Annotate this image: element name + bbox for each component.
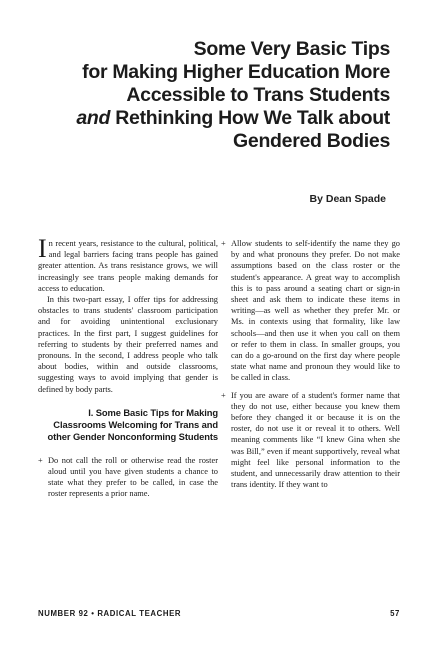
title-line-4-rest: Rethinking How We Talk about xyxy=(110,107,390,129)
tip-item-self-identify xyxy=(221,238,400,384)
bullet-marker: + xyxy=(38,455,43,465)
section-heading: I. Some Basic Tips for Making Classrooms Welcoming for Trans and other Gender Nonconforming Students xyxy=(47,406,218,442)
tip-text: If you are aware of a student's former name that they do not use, either because you knew them before they changed it or because it is on the roster, do not use it or reveal it to others. Well meaning comments like “I knew Gina when she was Bill,” even if meant supportively, reveal what might feel like personal information to the student, and unnecessarily draw attention to their trans identity. If they want to xyxy=(231,390,400,490)
bullet-marker: + xyxy=(221,390,226,400)
title-line-5: Gendered Bodies xyxy=(233,130,390,152)
page-number: 57 xyxy=(390,609,400,618)
left-column xyxy=(38,234,218,500)
essay-overview-paragraph: In this two-part essay, I offer tips for addressing obstacles to trans students' classroom participation and for avoiding unintentional exclusionary practices. In the first part, I suggest guidelines for referring to students by their preferred names and pronouns. In the second, I address people who talk about bodies, within and outside classrooms, suggesting ways to avoid implying that gender is defined by body parts. xyxy=(38,295,218,394)
right-column xyxy=(221,238,400,490)
intro-paragraph xyxy=(38,234,218,294)
tip-text: Do not call the roll or otherwise read the roster aloud until you have given students a chance to state what they prefer to be called, in case the roster represents a prior name. xyxy=(48,455,218,499)
bullet-marker: + xyxy=(221,239,226,248)
tip-item-roster xyxy=(38,455,218,500)
tip-text: Allow students to self-identify the name they go by and what pronouns they prefer. Do not make assumptions based on the class roster or the student's appearance. A great way to accomplish this is to pass around a seating chart or sign-in sheet and ask them to indicate these items in writing—as well as whether they prefer Mr. or Ms. in contexts using that formality, like law schools—and then use it when you call on them or refer to them in class. In smaller groups, you can do a go-around on the first day where people state what name and pronoun they would like to be called in class. xyxy=(231,239,400,383)
page-footer xyxy=(38,609,400,618)
drop-cap: I xyxy=(38,234,47,263)
tip-item-former-name xyxy=(221,390,400,491)
title-line-3: Accessible to Trans Students xyxy=(126,84,390,106)
journal-issue: NUMBER 92 • RADICAL TEACHER xyxy=(38,609,182,618)
intro-paragraph-text: n recent years, resistance to the cultural, political, and legal barriers facing trans people has gained greater attention. As trans resistance grows, we will increasingly see trans people making demands for access to education. xyxy=(38,239,218,293)
title-line-1: Some Very Basic Tips xyxy=(193,38,390,60)
title-line-2: for Making Higher Education More xyxy=(82,61,390,83)
title-emphasis: and xyxy=(76,107,111,129)
byline: By Dean Spade xyxy=(309,193,386,205)
title-line-4 xyxy=(30,107,390,130)
article-title xyxy=(30,38,390,153)
